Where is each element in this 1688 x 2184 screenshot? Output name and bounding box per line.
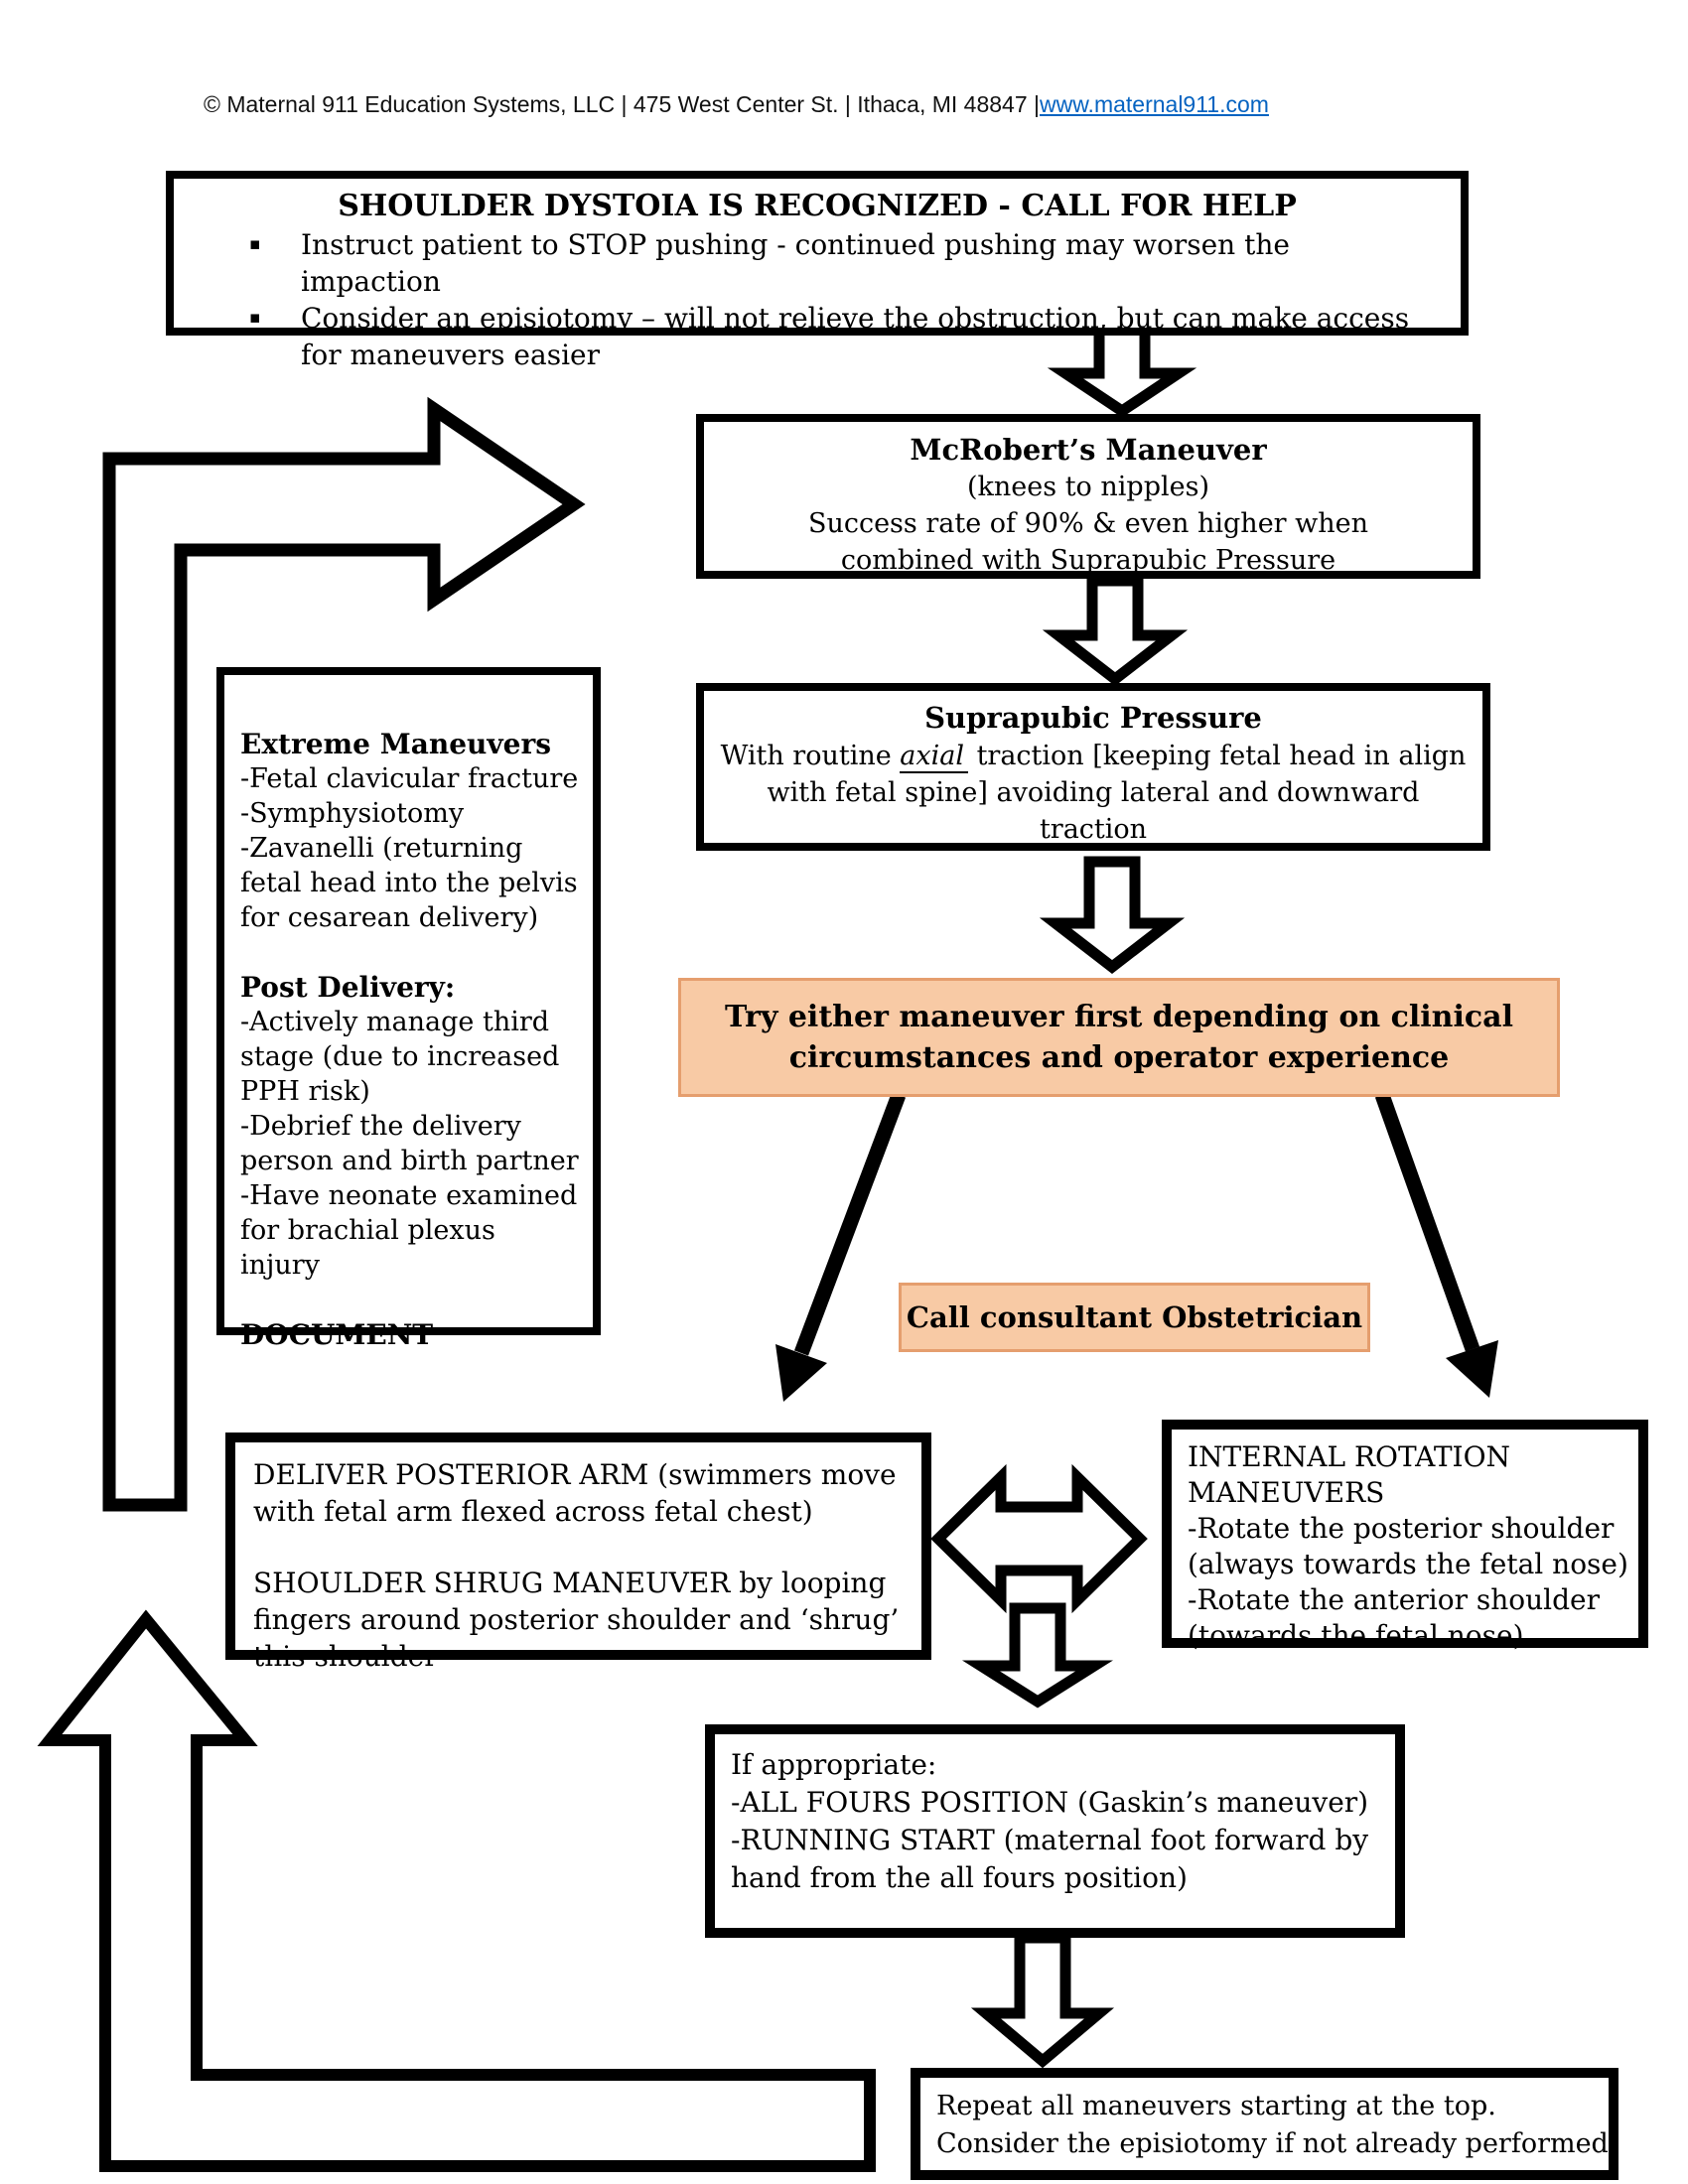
diagonal-arrow-left <box>775 1095 899 1402</box>
mcroberts-line: Success rate of 90% & even higher when <box>807 508 1369 539</box>
try-either-line: circumstances and operator experience <box>788 1040 1450 1075</box>
internal-item: -Rotate the posterior shoulder (always towards the fetal nose) <box>1188 1512 1628 1580</box>
box-mcroberts <box>696 414 1480 579</box>
extreme-item: -Fetal clavicular fracture <box>240 763 579 794</box>
repeat-line: Repeat all maneuvers starting at the top. <box>936 2091 1496 2121</box>
if-appropriate-heading: If appropriate: <box>731 1748 937 1781</box>
post-delivery-heading: Post Delivery: <box>240 971 456 1004</box>
box-extreme-maneuvers <box>216 667 601 1351</box>
maternal911-link[interactable]: www.maternal911.com <box>1040 91 1269 117</box>
repeat-line: Consider the episiotomy if not already performed <box>936 2128 1609 2159</box>
if-appropriate-item: -RUNNING START (maternal foot forward by hand from the all fours position) <box>731 1824 1369 1894</box>
internal-title-line: INTERNAL ROTATION <box>1188 1440 1511 1473</box>
box-dystocia-recognized <box>166 171 1469 371</box>
spacer <box>240 1283 581 1317</box>
box-call-consultant <box>899 1283 1370 1352</box>
document-label: DOCUMENT <box>240 1318 434 1351</box>
down-arrow-5 <box>986 1938 1099 2061</box>
extreme-item: -Zavanelli (returning fetal head into the pelvis for cesarean delivery) <box>240 833 578 933</box>
if-appropriate-item: -ALL FOURS POSITION (Gaskin’s maneuver) <box>731 1786 1369 1819</box>
suprapubic-line: with fetal spine] avoiding lateral and downward <box>767 777 1420 808</box>
box-suprapubic <box>696 683 1490 851</box>
axial-emphasis: axial <box>900 741 968 773</box>
suprapubic-line-post: traction [keeping fetal head in align <box>968 741 1467 771</box>
box-internal-rotation <box>1162 1420 1648 1652</box>
square-bullet-icon: ▪ <box>249 308 261 328</box>
box-if-appropriate <box>705 1724 1405 1938</box>
deliver-paragraph-2: SHOULDER SHRUG MANEUVER by looping fingers around posterior shoulder and ‘shrug’ this shoulder <box>253 1567 900 1673</box>
suprapubic-line: traction <box>1039 814 1148 845</box>
internal-title-line: MANEUVERS <box>1188 1476 1385 1509</box>
post-delivery-item: -Debrief the delivery person and birth partner <box>240 1111 579 1176</box>
recognized-bullet-1 <box>188 226 1447 300</box>
box-deliver-posterior-arm <box>225 1433 931 1673</box>
try-either-line: Try either maneuver first depending on clinical <box>725 1000 1513 1034</box>
down-arrow-4 <box>981 1608 1094 1702</box>
extreme-heading: Extreme Maneuvers <box>240 728 551 760</box>
suprapubic-line <box>704 738 1482 774</box>
recognized-title: SHOULDER DYSTOIA IS RECOGNIZED - CALL FOR HELP <box>338 189 1297 223</box>
suprapubic-title: Suprapubic Pressure <box>924 701 1262 735</box>
down-arrow-2 <box>1058 581 1172 679</box>
bullet-text: Instruct patient to STOP pushing - continued pushing may worsen the impaction <box>301 228 1290 298</box>
square-bullet-icon: ▪ <box>249 234 261 254</box>
bullet-text: Consider an episiotomy – will not relieve the obstruction, but can make access for maneuvers easier <box>301 302 1410 371</box>
diagonal-arrow-right <box>1382 1095 1498 1398</box>
box-repeat-maneuvers <box>911 2068 1618 2180</box>
copyright-text: © Maternal 911 Education Systems, LLC | 475 West Center St. | Ithaca, MI 48847 | <box>204 91 1040 117</box>
internal-item: -Rotate the anterior shoulder (towards the fetal nose) <box>1188 1583 1600 1652</box>
spacer <box>240 935 581 970</box>
mcroberts-title: McRobert’s Maneuver <box>910 433 1267 467</box>
box-try-either-maneuver <box>678 978 1560 1097</box>
deliver-paragraph-1: DELIVER POSTERIOR ARM (swimmers move with fetal arm flexed across fetal chest) <box>253 1458 897 1528</box>
post-delivery-item: -Actively manage third stage (due to increased PPH risk) <box>240 1007 560 1107</box>
mcroberts-line: (knees to nipples) <box>967 472 1209 502</box>
post-delivery-item: -Have neonate examined for brachial plexus injury <box>240 1180 578 1281</box>
call-consultant-label: Call consultant Obstetrician <box>906 1300 1363 1334</box>
mcroberts-line: combined with Suprapubic Pressure <box>840 545 1336 576</box>
extreme-item: -Symphysiotomy <box>240 798 465 829</box>
down-arrow-3 <box>1055 862 1169 967</box>
spacer <box>253 1530 912 1565</box>
suprapubic-line-pre: With routine <box>720 741 901 771</box>
copyright-header <box>204 91 1269 118</box>
double-headed-arrow <box>938 1477 1140 1600</box>
recognized-bullet-2 <box>188 300 1447 373</box>
